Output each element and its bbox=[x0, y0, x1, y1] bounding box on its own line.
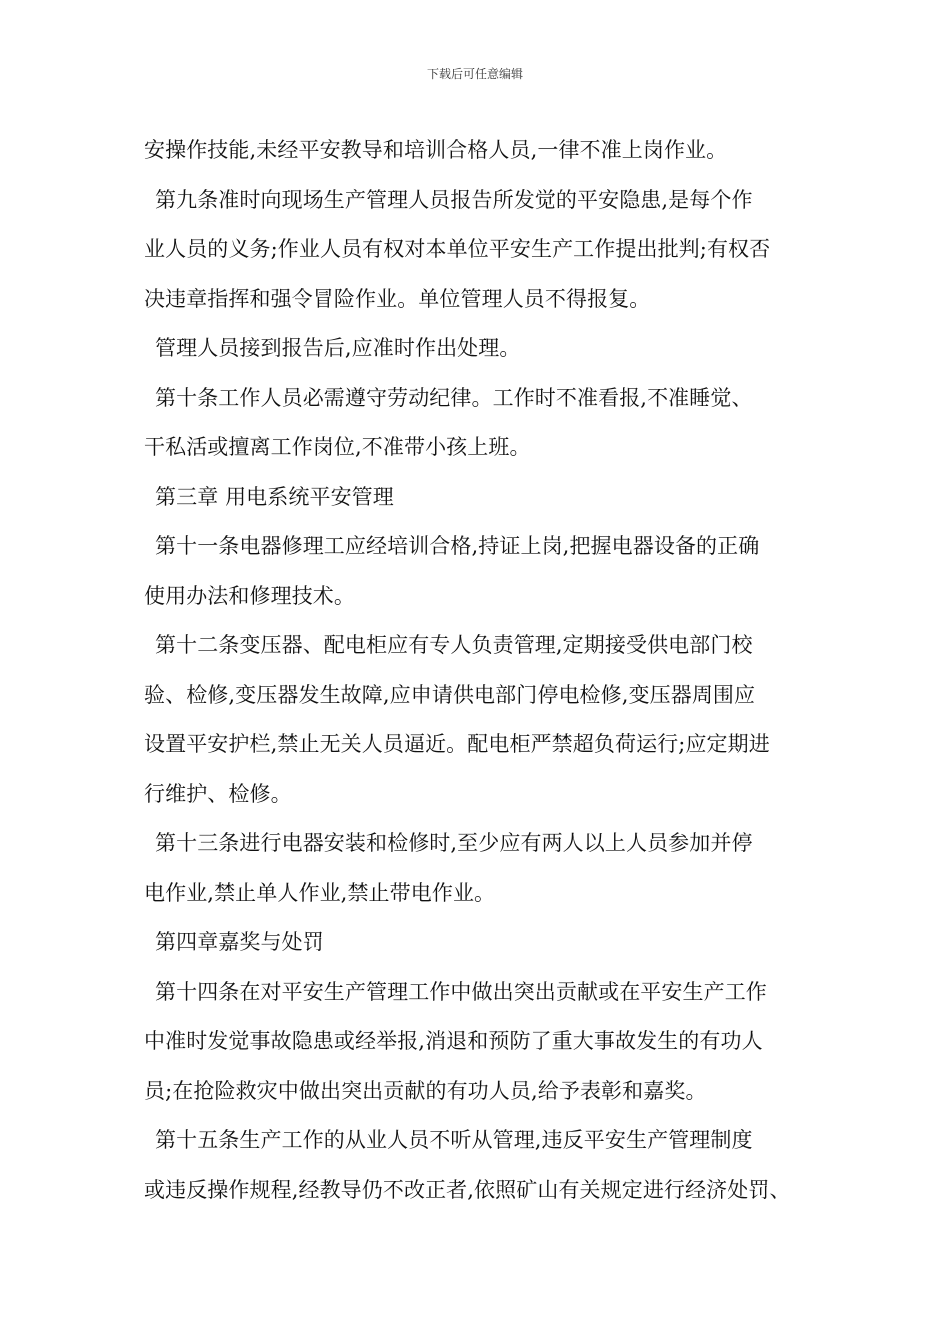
text-line: 管理人员接到报告后,应准时作出处理。 bbox=[155, 336, 521, 360]
text-line: 干私活或擅离工作岗位,不准带小孩上班。 bbox=[144, 435, 531, 459]
text-line: 第十三条进行电器安装和检修时,至少应有两人以上人员参加并停 bbox=[155, 831, 753, 855]
text-line: 安操作技能,未经平安教导和培训合格人员,一律不准上岗作业。 bbox=[144, 138, 728, 162]
text-line: 第十条工作人员必需遵守劳动纪律。工作时不准看报,不准睡觉、 bbox=[155, 385, 753, 410]
text-line: 行维护、检修。 bbox=[144, 781, 292, 806]
text-line: 验、检修,变压器发生故障,应申请供电部门停电检修,变压器周围应 bbox=[144, 682, 756, 707]
document-body bbox=[144, 126, 814, 1215]
text-line: 第十一条电器修理工应经培训合格,持证上岗,把握电器设备的正确 bbox=[155, 534, 760, 558]
page-header: 下载后可任意编辑 bbox=[426, 67, 523, 81]
text-line: 业人员的义务;作业人员有权对本单位平安生产工作提出批判;有权否 bbox=[144, 237, 771, 261]
text-line: 中准时发觉事故隐患或经举报,消退和预防了重大事故发生的有功人 bbox=[144, 1029, 763, 1053]
text-line: 设置平安护栏,禁止无关人员逼近。配电柜严禁超负荷运行;应定期进 bbox=[144, 732, 770, 756]
text-line: 或违反操作规程,经教导仍不改正者,依照矿山有关规定进行经济处罚、 bbox=[144, 1177, 791, 1202]
text-line: 第十五条生产工作的从业人员不听从管理,违反平安生产管理制度 bbox=[155, 1128, 753, 1152]
text-line: 决违章指挥和强令冒险作业。单位管理人员不得报复。 bbox=[144, 286, 651, 311]
text-line: 第十四条在对平安生产管理工作中做出突出贡献或在平安生产工作 bbox=[155, 979, 767, 1004]
text-line: 电作业,禁止单人作业,禁止带电作业。 bbox=[144, 880, 496, 905]
chapter-heading: 第四章嘉奖与处罚 bbox=[155, 930, 324, 954]
chapter-heading: 第三章 用电系统平安管理 bbox=[155, 484, 394, 509]
text-line: 第十二条变压器、配电柜应有专人负责管理,定期接受供电部门校 bbox=[155, 633, 753, 657]
text-line: 使用办法和修理技术。 bbox=[144, 583, 355, 608]
text-line: 第九条准时向现场生产管理人员报告所发觉的平安隐患,是每个作 bbox=[155, 187, 753, 212]
text-line: 员;在抢险救灾中做出突出贡献的有功人员,给予表彰和嘉奖。 bbox=[144, 1078, 707, 1103]
